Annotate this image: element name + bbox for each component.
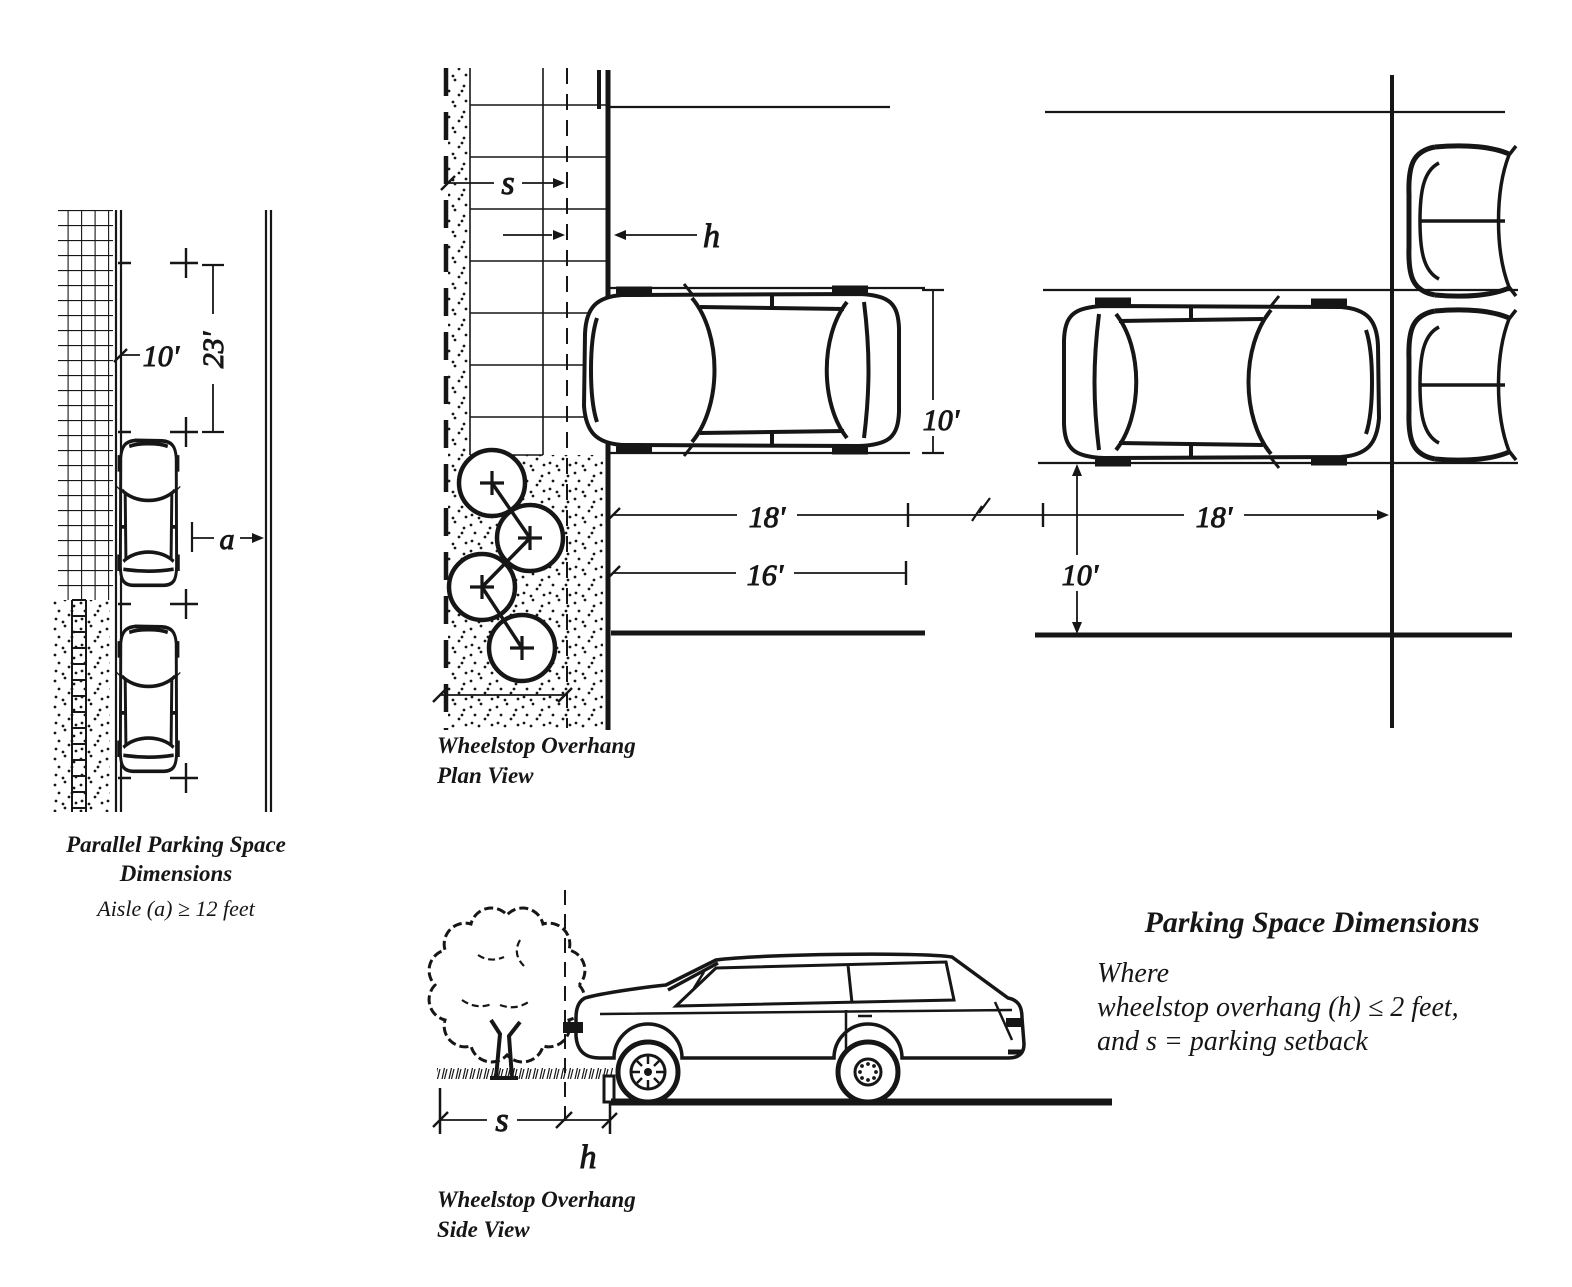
dim-label-18ft-right: 18'	[1195, 501, 1233, 534]
tree-icon	[429, 908, 585, 1078]
dim-label-16ft: 16'	[746, 559, 784, 592]
legend-line-setback: and s = parking setback	[1097, 1026, 1368, 1057]
dim-label-18ft-left: 18'	[748, 501, 786, 534]
dim-label-10ft-left-stall: 10'	[922, 404, 960, 437]
caption-parallel-note: Aisle (a) ≥ 12 feet	[97, 896, 255, 921]
plan-car-left-module	[584, 284, 899, 456]
legend-line-overhang: wheelstop overhang (h) ≤ 2 feet,	[1097, 992, 1459, 1023]
caption-side-line2: Side View	[437, 1217, 530, 1242]
legend-line-where: Where	[1097, 958, 1170, 989]
side-view-diagram	[429, 890, 1112, 1242]
dim-label-h-side: h	[579, 1139, 597, 1176]
dimension-stall-width-right	[1051, 464, 1109, 634]
dimension-stall-length-23ft	[197, 265, 230, 432]
dimension-overhang-h-plan	[503, 218, 720, 255]
plan-car-partial-top	[1409, 146, 1516, 296]
parallel-parked-car-2	[117, 626, 181, 771]
dim-label-23ft: 23'	[197, 331, 230, 369]
caption-plan-line1: Wheelstop Overhang	[437, 733, 636, 758]
dimension-stall-width-left	[912, 290, 970, 453]
parallel-parking-diagram	[53, 210, 286, 921]
dim-label-s-plan: s	[501, 165, 515, 202]
plan-car-right-module	[1064, 296, 1379, 468]
caption-parallel-line2: Dimensions	[119, 861, 233, 886]
sidewalk-grid-hatch	[58, 210, 113, 600]
plan-car-partial-bottom	[1409, 310, 1516, 460]
dimension-aisle-a	[192, 518, 264, 556]
parallel-parked-car-1	[117, 440, 181, 585]
caption-parallel-line1: Parallel Parking Space	[66, 832, 286, 857]
street-edge-double-line	[266, 210, 271, 812]
dim-label-10ft-parallel: 10'	[142, 340, 180, 373]
dimension-stall-depth-line	[606, 497, 1389, 534]
plan-view-diagram	[433, 68, 1518, 788]
wheelstop-curb-block	[604, 1076, 614, 1102]
legend-title: Parking Space Dimensions	[1144, 906, 1480, 939]
side-view-car	[563, 954, 1024, 1102]
dimension-s-h-side	[433, 1088, 617, 1176]
caption-plan-line2: Plan View	[437, 763, 534, 788]
dim-label-s-side: s	[495, 1102, 509, 1139]
dim-label-h-plan: h	[703, 218, 720, 255]
caption-side-line1: Wheelstop Overhang	[437, 1187, 636, 1212]
dimension-stall-width-10ft	[114, 338, 184, 373]
grass-strip	[437, 1066, 613, 1080]
dimension-clear-depth-16ft	[606, 555, 906, 592]
dim-label-10ft-right: 10'	[1061, 559, 1099, 592]
dim-label-aisle-a: a	[219, 523, 235, 556]
legend-text	[1097, 906, 1480, 1057]
